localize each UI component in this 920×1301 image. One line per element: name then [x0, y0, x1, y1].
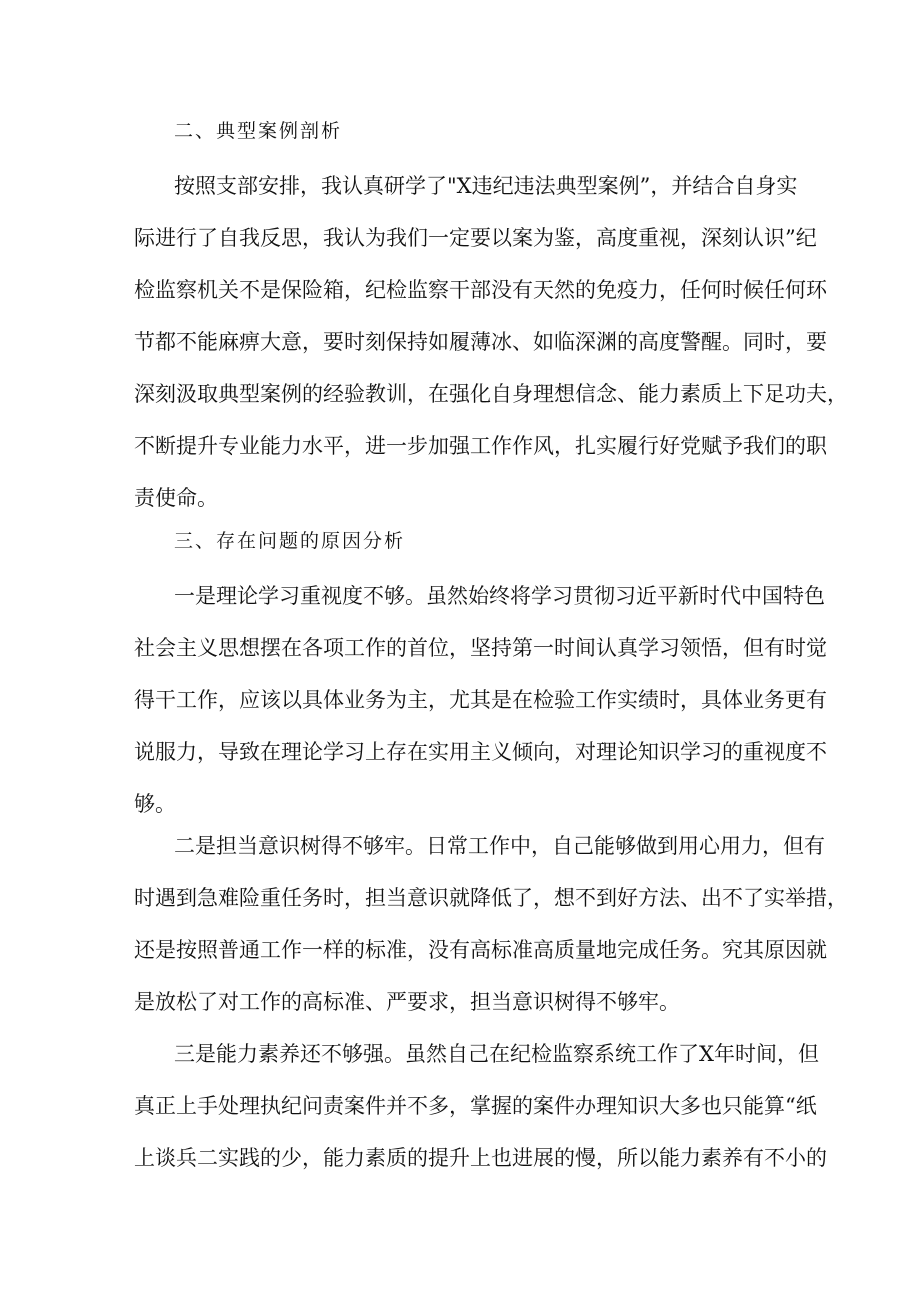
text-line: 际进行了自我反思，我认为我们一定要以案为鉴，高度重视，深刻认识”纪 — [134, 226, 817, 250]
text-line: 不断提升专业能力水平，进一步加强工作作风，扎实履行好党赋予我们的职 — [134, 434, 827, 458]
section-heading-case-analysis: 二、典型案例剖析 — [174, 120, 343, 142]
text-line: 检监察机关不是保险箱，纪检监察干部没有天然的免疫力，任何时候任何环 — [134, 278, 827, 302]
text-line: 得干工作，应该以具体业务为主，尤其是在检验工作实绩时，具体业务更有 — [134, 688, 827, 712]
text-line: 节都不能麻痹大意，要时刻保持如履薄冰、如临深渊的高度警醒。同时，要 — [134, 330, 827, 354]
text-line: 三是能力素养还不够强。虽然自己在纪检监察系统工作了X年时间，但 — [174, 1042, 819, 1066]
paragraph-theory-study — [134, 570, 827, 830]
text-line: 还是按照普通工作一样的标准，没有高标准高质量地完成任务。究其原因就 — [134, 938, 827, 962]
text-line: 够。 — [134, 792, 176, 816]
text-line: 上谈兵二实践的少，能力素质的提升上也进展的慢，所以能力素养有不小的 — [134, 1146, 827, 1170]
text-line: 责使命。 — [134, 486, 218, 510]
text-line: 深刻汲取典型案例的经验教训，在强化自身理想信念、能力素质上下足功夫， — [134, 382, 848, 406]
paragraph-case-study — [134, 160, 848, 524]
paragraph-responsibility — [134, 820, 848, 1028]
text-line: 时遇到急难险重任务时，担当意识就降低了，想不到好方法、出不了实举措， — [134, 886, 848, 910]
text-line: 按照支部安排，我认真研学了"X违纪违法典型案例”，并结合自身实 — [174, 174, 798, 198]
text-line: 二是担当意识树得不够牢。日常工作中，自己能够做到用心用力，但有 — [174, 834, 825, 858]
text-line: 说服力，导致在理论学习上存在实用主义倾向，对理论知识学习的重视度不 — [134, 740, 827, 764]
text-line: 真正上手处理执纪问责案件并不多，掌握的案件办理知识大多也只能算“纸 — [134, 1094, 817, 1118]
section-heading-cause-analysis: 三、存在问题的原因分析 — [174, 530, 406, 552]
text-line: 社会主义思想摆在各项工作的首位，坚持第一时间认真学习领悟，但有时觉 — [134, 636, 827, 660]
text-line: 是放松了对工作的高标准、严要求，担当意识树得不够牢。 — [134, 990, 680, 1014]
text-line: 一是理论学习重视度不够。虽然始终将学习贯彻习近平新时代中国特色 — [174, 584, 825, 608]
paragraph-ability — [134, 1028, 827, 1184]
